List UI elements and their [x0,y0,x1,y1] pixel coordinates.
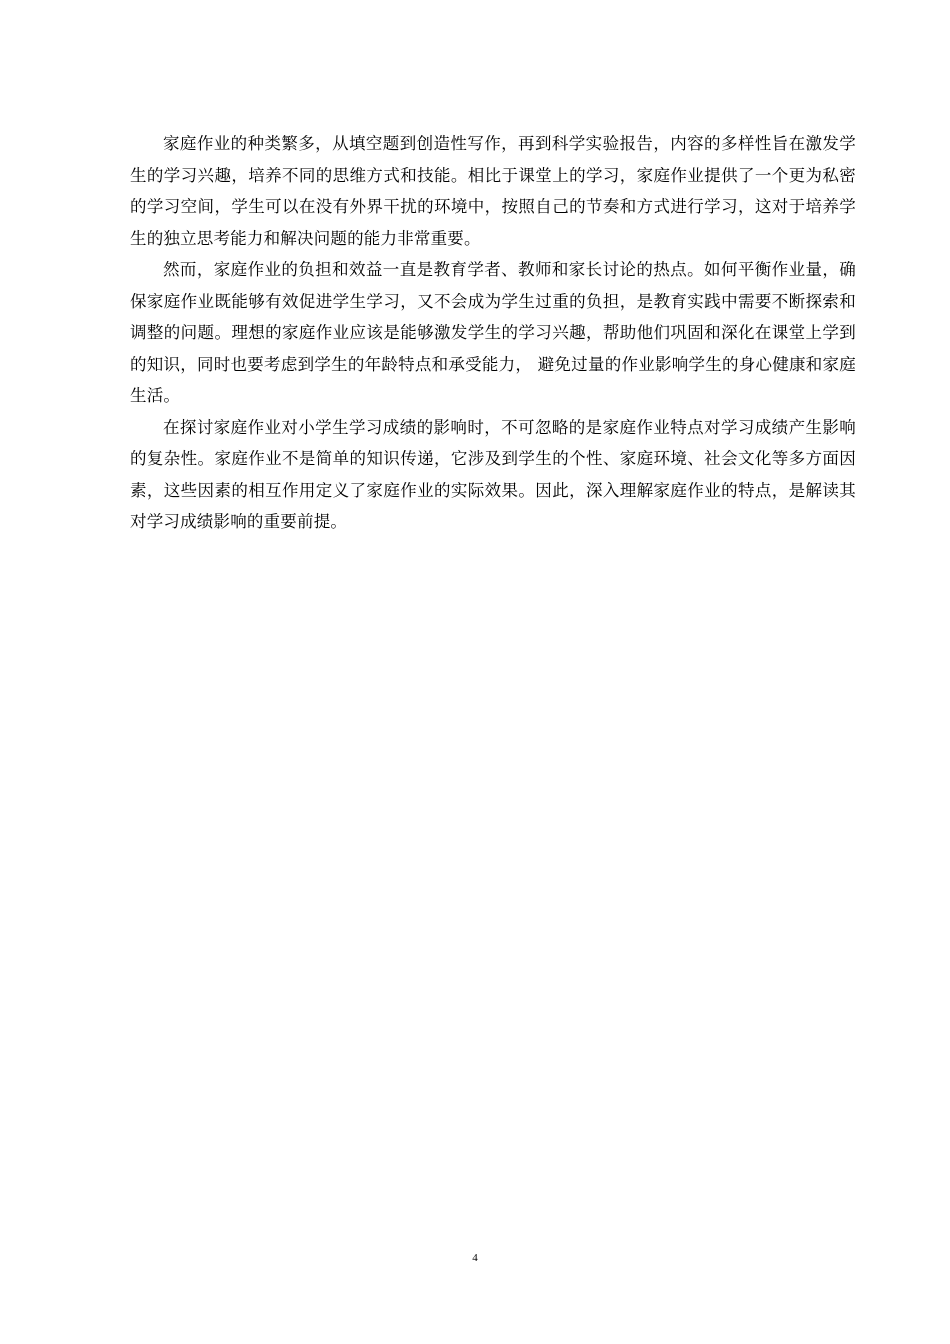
paragraph-homework-burden: 然而，家庭作业的负担和效益一直是教育学者、教师和家长讨论的热点。如何平衡作业量，确保家庭作业既能够有效促进学生学习，又不会成为学生过重的负担，是教育实践中需要不断探索和调整的问题。理想的家庭作业应该是能够激发学生的学习兴趣，帮助他们巩固和深化在课堂上学到的知识，同时也要考虑到学生的年龄特点和承受能力， 避免过量的作业影响学生的身心健康和家庭生活。 [130,260,856,405]
paragraph-homework-impact: 在探讨家庭作业对小学生学习成绩的影响时，不可忽略的是家庭作业特点对学习成绩产生影响的复杂性。家庭作业不是简单的知识传递，它涉及到学生的个性、家庭环境、社会文化等多方面因素，这些因素的相互作用定义了家庭作业的实际效果。因此，深入理解家庭作业的特点，是解读其对学习成绩影响的重要前提。 [130,417,856,531]
paragraph-homework-types: 家庭作业的种类繁多，从填空题到创造性写作，再到科学实验报告，内容的多样性旨在激发学生的学习兴趣，培养不同的思维方式和技能。相比于课堂上的学习，家庭作业提供了一个更为私密的学习空间，学生可以在没有外界干扰的环境中，按照自己的节奏和方式进行学习，这对于培养学生的独立思考能力和解决问题的能力非常重要。 [130,134,856,248]
page-number: 4 [472,1252,478,1264]
page-body [130,128,856,538]
